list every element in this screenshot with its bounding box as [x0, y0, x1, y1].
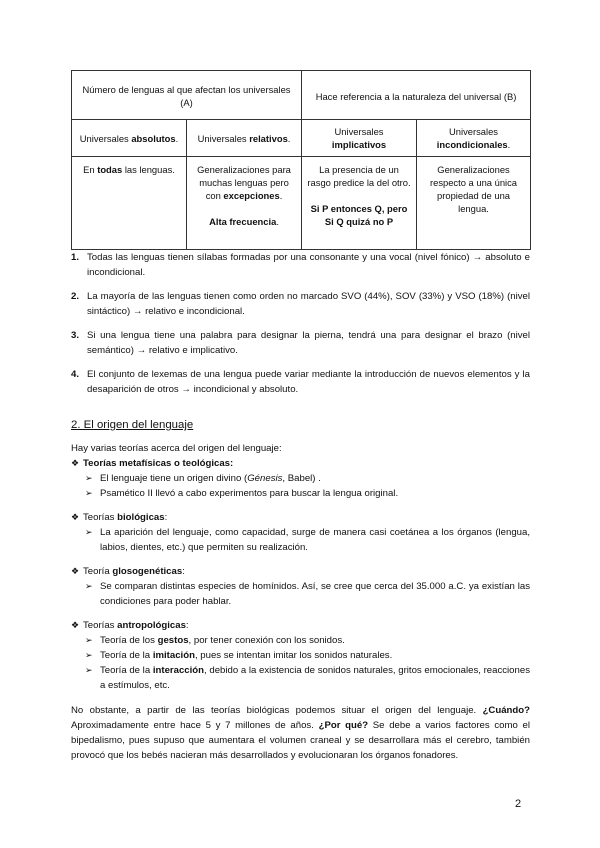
cell-unica-propiedad: Generalizaciones respecto a una única propiedad de una lengua.	[417, 157, 531, 250]
theory-biologicas: ❖ Teorías biológicas:	[71, 512, 168, 523]
section-body	[71, 441, 530, 763]
header-cell-a: Número de lenguas al que afectan los universales (A)	[72, 71, 302, 120]
list-item: 1. Todas las lenguas tienen sílabas formadas por una consonante y una vocal (nivel fónico) → absoluto e incondicional.	[71, 252, 530, 278]
arrow-bullet-icon: ➢	[85, 665, 93, 675]
arrow-bullet-icon: ➢	[85, 650, 93, 660]
arrow-bullet-icon: ➢	[85, 488, 93, 498]
sub-item: ➢ Teoría de los gestos, por tener conexión con los sonidos.	[85, 635, 345, 646]
page-number: 2	[515, 798, 522, 810]
list-item: 3. Si una lengua tiene una palabra para designar la pierna, tendrá una para designar el brazo (nivel semántico) → relativo e implicativo.	[71, 330, 530, 356]
list-item: 4. El conjunto de lexemas de una lengua puede variar mediante la introducción de nuevos elementos y la desaparición de otros → incondicional y absoluto.	[71, 369, 530, 395]
arrow-bullet-icon: ➢	[85, 635, 93, 645]
sub-item: ➢ Teoría de la imitación, pues se intentan imitar los sonidos naturales.	[85, 650, 393, 661]
table-header-row	[72, 71, 531, 120]
theory-antropologicas: ❖ Teorías antropológicas:	[71, 620, 189, 631]
section-heading: 2. El origen del lenguaje	[71, 419, 194, 431]
cell-generalizaciones: Generalizaciones para muchas lenguas pero con excepciones. Alta frecuencia.	[187, 157, 302, 250]
list-item: 2. La mayoría de las lenguas tienen como orden no marcado SVO (44%), SOV (33%) y VSO (18%) (nivel sintáctico) → relativo e incondicional.	[71, 291, 530, 317]
conclusion-paragraph: No obstante, a partir de las teorías biológicas podemos situar el origen del lenguaje. ¿Cuándo? Aproximadamente entre hace 5 y 7 millones de años. ¿Por qué? Se debe a varios factores como el bipedalismo, pues supuso que aumentara el volumen craneal y se desarrollara más el cerebro, también provocó que los bebés nacieran más desarrollados y evolucionaran los órganos fonadores.	[71, 705, 530, 761]
cell-todas: En todas las lenguas.	[72, 157, 187, 250]
arrow-bullet-icon: ➢	[85, 527, 93, 537]
arrow-bullet-icon: ➢	[85, 581, 93, 591]
cell-implicativos: Universales implicativos	[302, 120, 417, 157]
sub-item: ➢ La aparición del lenguaje, como capacidad, surge de manera casi coetánea a los órganos (lengua, labios, dientes, etc.) que permiten su realización.	[85, 527, 530, 553]
intro-text: Hay varias teorías acerca del origen del lenguaje:	[71, 443, 282, 454]
table-description-row	[72, 157, 531, 250]
header-cell-b: Hace referencia a la naturaleza del universal (B)	[302, 71, 531, 120]
diamond-bullet-icon: ❖	[71, 458, 80, 468]
universals-table	[71, 70, 531, 250]
diamond-bullet-icon: ❖	[71, 566, 80, 576]
sub-item: ➢ Psamético II llevó a cabo experimentos para buscar la lengua original.	[85, 488, 399, 499]
diamond-bullet-icon: ❖	[71, 620, 80, 630]
examples-list	[71, 250, 530, 406]
sub-item: ➢ Teoría de la interacción, debido a la existencia de sonidos naturales, gritos emocionales, reacciones a estímulos, etc.	[85, 665, 530, 691]
cell-relativos: Universales relativos.	[187, 120, 302, 157]
table-category-row	[72, 120, 531, 157]
sub-item: ➢ Se comparan distintas especies de homínidos. Así, se cree que cerca del 35.000 a.C. ya existían las condiciones para poder hablar.	[85, 581, 530, 607]
diamond-bullet-icon: ❖	[71, 512, 80, 522]
cell-incondicionales: Universales incondicionales.	[417, 120, 531, 157]
sub-item: ➢ El lenguaje tiene un origen divino (Génesis, Babel) .	[85, 473, 321, 484]
theory-glosogeneticas: ❖ Teoría glosogenéticas:	[71, 566, 185, 577]
cell-presencia: La presencia de un rasgo predice la del otro. Si P entonces Q, pero Si Q quizá no P	[302, 157, 417, 250]
arrow-bullet-icon: ➢	[85, 473, 93, 483]
theory-metafisicas: ❖ Teorías metafísicas o teológicas:	[71, 458, 234, 469]
cell-absolutos: Universales absolutos.	[72, 120, 187, 157]
